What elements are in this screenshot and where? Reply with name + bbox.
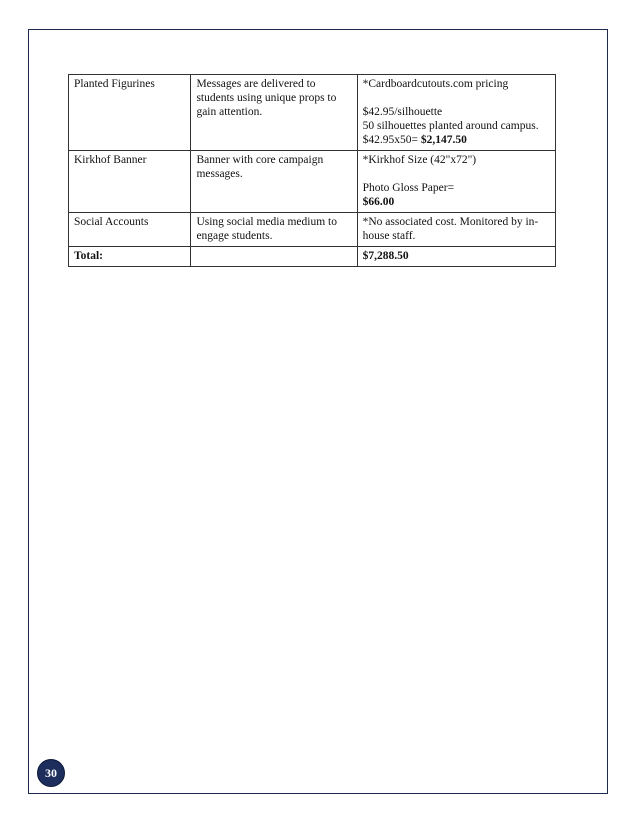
row-total: $2,147.50 [420, 134, 467, 146]
total-description [191, 247, 357, 267]
cost-cell [357, 213, 555, 247]
cost-note: *Cardboardcutouts.com pricing [362, 78, 509, 90]
table-row [69, 151, 556, 213]
table-row [69, 213, 556, 247]
calculation-text: $42.95x50= [362, 134, 421, 146]
row-total: $66.00 [362, 196, 395, 208]
cost-cell [357, 151, 555, 213]
cost-calculation [363, 133, 550, 147]
tactic-cell: Kirkhof Banner [69, 151, 191, 213]
budget-table [68, 74, 556, 267]
unit-price: $42.95/silhouette [362, 106, 443, 118]
grand-total: $7,288.50 [357, 247, 555, 267]
cost-note: *Kirkhof Size (42"x72") [362, 154, 477, 166]
tactic-cell: Social Accounts [69, 213, 191, 247]
cost-note: *No associated cost. Monitored by in-house staff. [362, 216, 539, 242]
page-number-badge [37, 759, 65, 787]
table-row-total [69, 247, 556, 267]
page-number: 30 [45, 765, 57, 780]
material-note: Photo Gloss Paper= [362, 182, 455, 194]
total-label: Total: [69, 247, 191, 267]
tactic-cell: Planted Figurines [69, 75, 191, 151]
cost-cell [357, 75, 555, 151]
quantity-note: 50 silhouettes planted around campus. [362, 120, 539, 132]
description-cell: Banner with core campaign messages. [191, 151, 357, 213]
description-cell: Using social media medium to engage students. [191, 213, 357, 247]
description-cell: Messages are delivered to students using unique props to gain attention. [191, 75, 357, 151]
table-row [69, 75, 556, 151]
